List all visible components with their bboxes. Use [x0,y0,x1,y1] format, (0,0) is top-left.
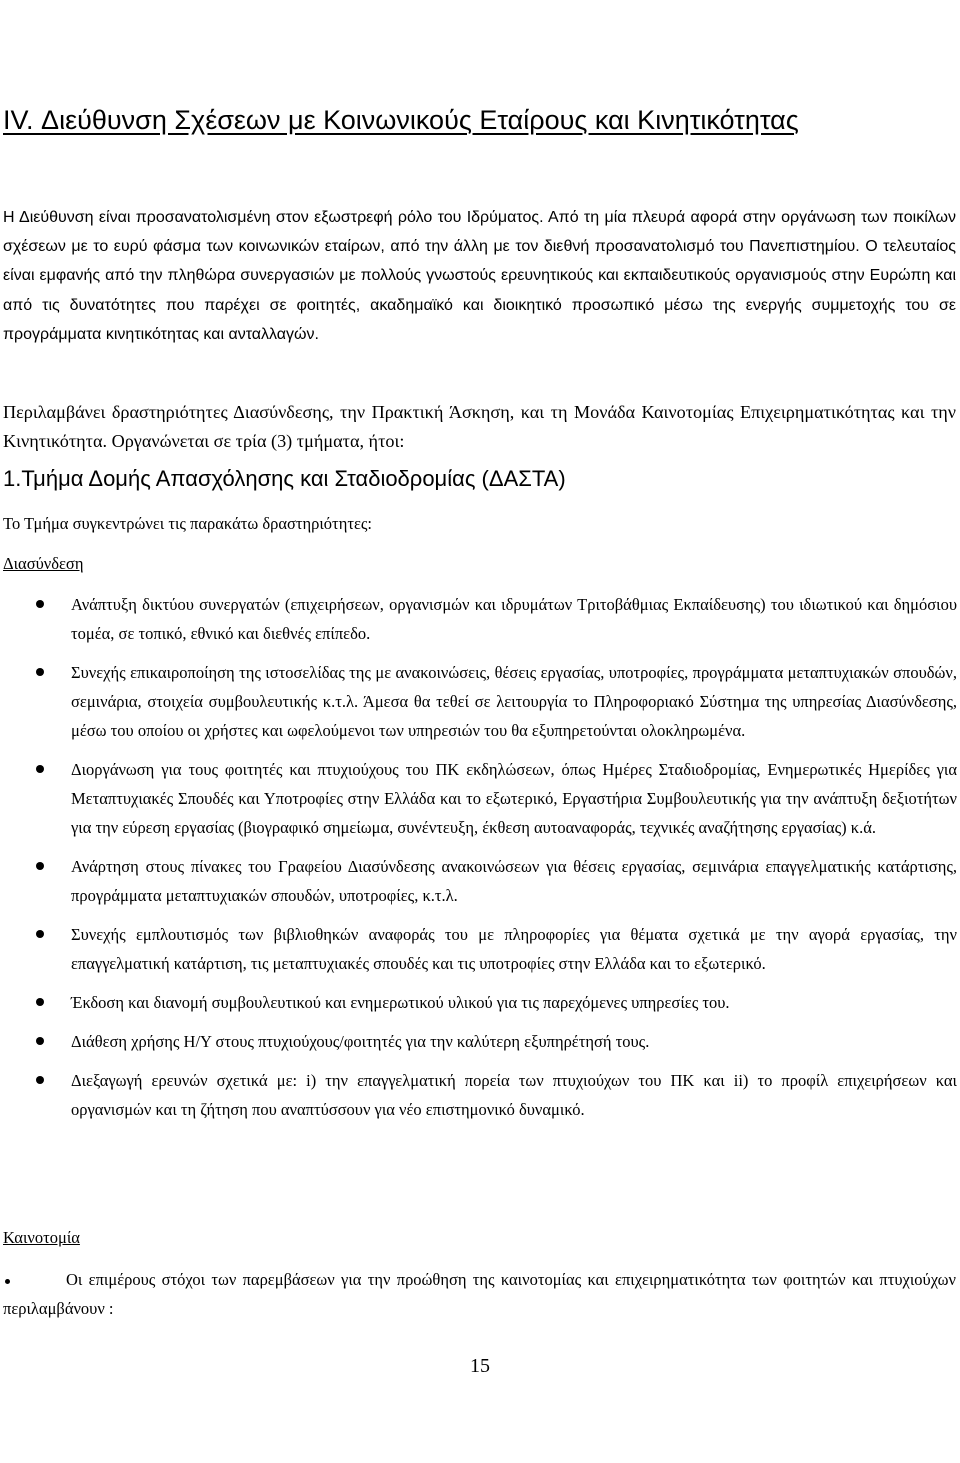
list-item [0,590,960,648]
innovation-item [3,1265,956,1323]
list-item [0,920,960,978]
section-title: 1.Τμήμα Δομής Απασχόλησης και Σταδιοδρομίας (ΔΑΣΤΑ) [3,466,566,491]
list-item-text: Ανάπτυξη δικτύου συνεργατών (επιχειρήσεων, οργανισμών και ιδρυμάτων Τριτοβάθμιας Εκπαίδευσης) του ιδιωτικού και δημόσιου τομέα, σε τοπικό, εθνικό και διεθνές επίπεδο. [71,595,957,643]
list-item [0,1027,960,1056]
section-intro: Το Τμήμα συγκεντρώνει τις παρακάτω δραστηριότητες: [3,514,372,533]
list-item [0,1066,960,1124]
bullet-icon [36,998,44,1006]
bullet-icon [36,1037,44,1045]
subheading-kainotomia: Καινοτομία [3,1228,80,1247]
list-item-text: Συνεχής επικαιροποίηση της ιστοσελίδας της με ανακοινώσεις, θέσεις εργασίας, υποτροφίες, προγράμματα μεταπτυχιακών σπουδών, σεμινάρια, στοιχεία συμβουλευτικής κ.τ.λ. Άμεσα θα τεθεί σε λειτουργία το Πληροφοριακό Σύστημα της υπηρεσίας Διασύνδεσης, μέσω του οποίου οι χρήστες και ωφελούμενοι των υπηρεσιών του θα εξυπηρετούνται ολοκληρωμένα. [71,663,957,740]
intro-paragraph: Η Διεύθυνση είναι προσανατολισμένη στον εξωστρεφή ρόλο του Ιδρύματος. Από τη μία πλευρά αφορά στην οργάνωση των ποικίλων σχέσεων με το ευρύ φάσμα των κοινωνικών εταίρων, από την άλλη με τον διεθνή προσανατολισμό του Πανεπιστημίου. Ο τελευταίος είναι εμφανής από την πληθώρα συνεργασιών με πολλούς γνωστούς ερευνητικούς και εκπαιδευτικούς οργανισμούς στην Ευρώπη και από τις δυνατότητες που παρέχει σε φοιτητές, ακαδημαϊκό και διοικητικό προσωπικό μέσω της ενεργής συμμετοχής του σε προγράμματα κινητικότητας και ανταλλαγών. [3,209,956,343]
subheading-diasyndesi: Διασύνδεση [3,554,84,573]
list-item [0,852,960,910]
list-item [0,755,960,842]
list-item [0,658,960,745]
scope-paragraph: Περιλαμβάνει δραστηριότητες Διασύνδεσης, την Πρακτική Άσκηση, και τη Μονάδα Καινοτομίας Επιχειρηματικότητας και την Κινητικότητα. Οργανώνεται σε τρία (3) τμήματα, ήτοι: [3,402,956,451]
list-item-text: Έκδοση και διανομή συμβουλευτικού και ενημερωτικού υλικού για τις παρεχόμενες υπηρεσίες του. [71,993,730,1012]
list-item-text: Διάθεση χρήσης Η/Υ στους πτυχιούχους/φοιτητές για την καλύτερη εξυπηρέτησή τους. [71,1032,650,1051]
bullet-icon [36,862,44,870]
page-number: 15 [470,1355,490,1377]
bullet-icon [36,765,44,773]
list-item-text: Διεξαγωγή ερευνών σχετικά με: i) την επαγγελματική πορεία των πτυχιούχων του ΠΚ και ii) το προφίλ επιχειρήσεων και οργανισμών και τη ζήτηση που αναπτύσσουν για νέο επιστημονικό δυναμικό. [71,1071,957,1119]
list-item [0,988,960,1017]
page-heading: IV. Διεύθυνση Σχέσεων με Κοινωνικούς Εταίρους και Κινητικότητας [3,105,799,135]
bullet-icon [5,1279,10,1284]
activity-list [0,590,960,1134]
bullet-icon [36,930,44,938]
list-item-text: Ανάρτηση στους πίνακες του Γραφείου Διασύνδεσης ανακοινώσεων για θέσεις εργασίας, σεμινάρια επαγγελματικής κατάρτισης, προγράμματα μεταπτυχιακών σπουδών, υποτροφίες, κ.τ.λ. [71,857,957,905]
list-item-text: Διοργάνωση για τους φοιτητές και πτυχιούχους του ΠΚ εκδηλώσεων, όπως Ημέρες Σταδιοδρομίας, Ενημερωτικές Ημερίδες για Μεταπτυχιακές Σπουδές και Υποτροφίες στην Ελλάδα και το εξωτερικό, Εργαστήρια Συμβουλευτικής για την ανάπτυξη δεξιοτήτων για την εύρεση εργασίας (βιογραφικό σημείωμα, συνέντευξη, έκθεση αυτοαναφοράς, τεχνικές αναζήτησης εργασίας) κ.ά. [71,760,957,837]
list-item-text: Συνεχής εμπλουτισμός των βιβλιοθηκών αναφοράς του με πληροφορίες για θέματα σχετικά με την αγορά εργασίας, την επαγγελματική κατάρτιση, τις μεταπτυχιακές σπουδές και τις υποτροφίες στην Ελλάδα και το εξωτερικό. [71,925,957,973]
bullet-icon [36,600,44,608]
innovation-item-text: Οι επιμέρους στόχοι των παρεμβάσεων για την προώθηση της καινοτομίας και επιχειρηματικότητα των φοιτητών και πτυχιούχων περιλαμβάνουν : [3,1270,956,1318]
bullet-icon [36,668,44,676]
bullet-icon [36,1076,44,1084]
